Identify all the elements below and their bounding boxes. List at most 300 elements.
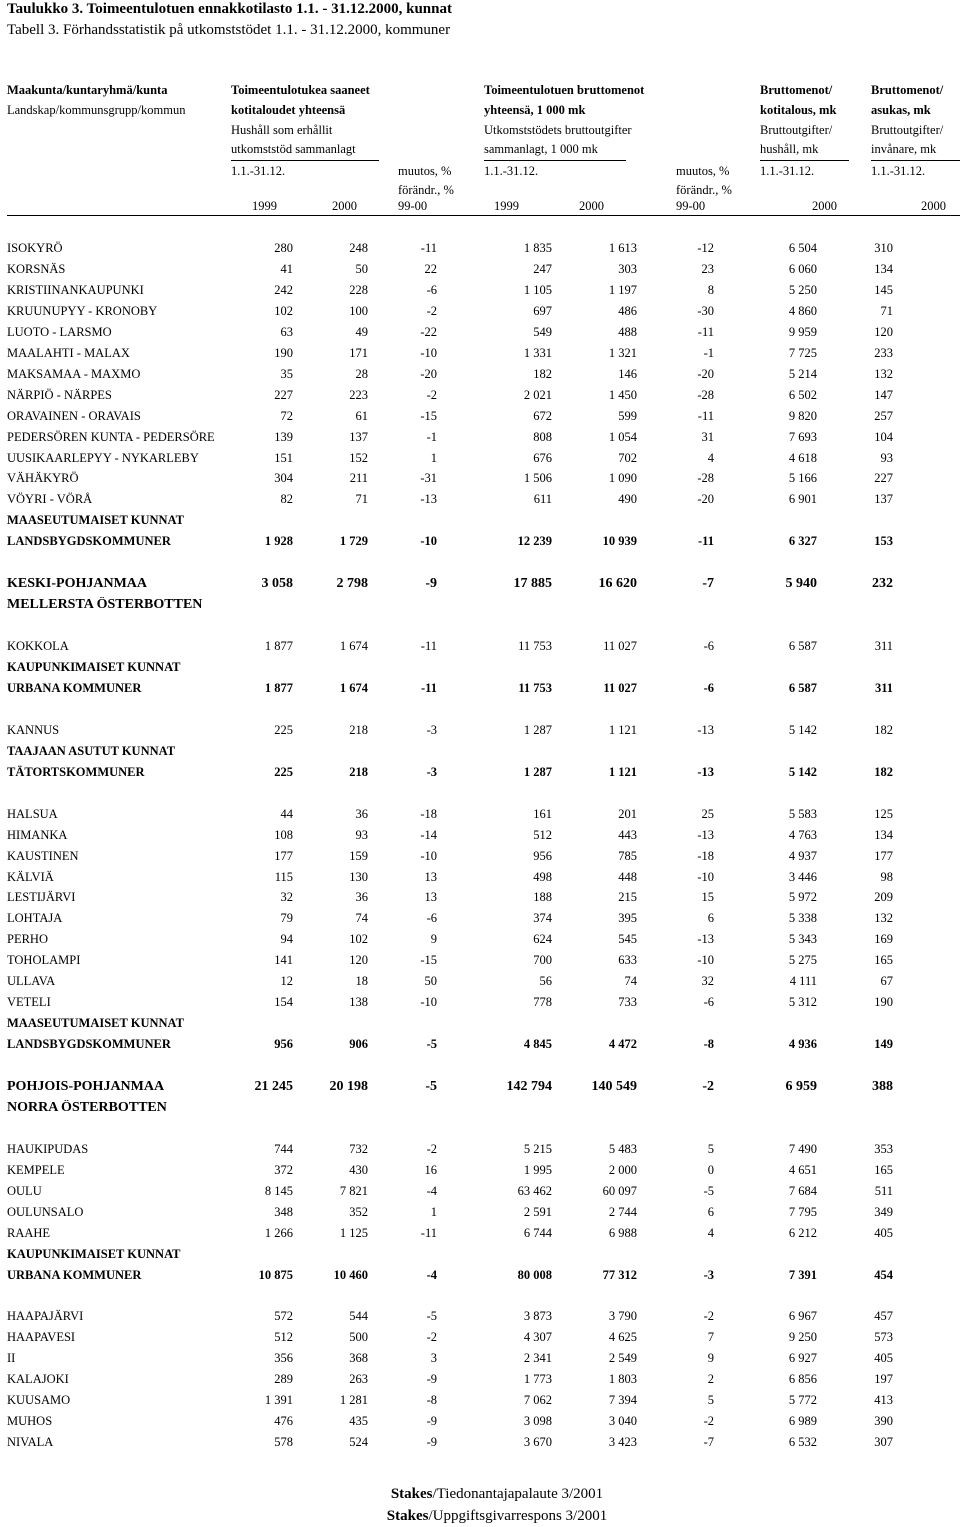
cell-gross-change: -10	[697, 869, 714, 884]
table-row	[0, 510, 960, 531]
table-row	[0, 427, 960, 448]
table-row	[0, 971, 960, 992]
table-row	[0, 929, 960, 950]
cell-households-1999: 304	[274, 471, 293, 486]
cell-per-capita: 134	[874, 827, 893, 842]
cell-households-1999: 63	[280, 324, 293, 339]
cell-households-1999: 82	[280, 492, 293, 507]
cell-per-capita: 209	[874, 890, 893, 905]
cell-per-household: 7 795	[788, 1204, 817, 1219]
row-name: PEDERSÖREN KUNTA - PEDERSÖRE	[7, 429, 215, 444]
cell-gross-1999: 512	[533, 827, 552, 842]
cell-households-2000: 218	[349, 722, 368, 737]
cell-per-household: 7 391	[788, 1267, 817, 1282]
cell-households-1999: 151	[274, 450, 293, 465]
cell-gross-2000: 448	[618, 869, 637, 884]
cell-households-2000: 906	[349, 1037, 368, 1052]
cell-households-change: -9	[426, 1414, 437, 1429]
table-row-spacer	[0, 1118, 960, 1139]
cell-households-1999: 177	[274, 848, 293, 863]
row-name: URBANA KOMMUNER	[7, 1267, 142, 1282]
cell-households-change: -1	[426, 429, 437, 444]
cell-households-2000: 1 281	[339, 1393, 368, 1408]
table-row	[0, 343, 960, 364]
table-row	[0, 1034, 960, 1055]
cell-gross-change: 23	[701, 261, 714, 276]
cell-gross-2000: 1 121	[608, 764, 637, 779]
cell-per-household: 6 532	[788, 1435, 817, 1450]
cell-gross-1999: 611	[533, 492, 552, 507]
cell-households-1999: 10 875	[258, 1267, 293, 1282]
cell-households-change: -20	[420, 366, 437, 381]
cell-households-2000: 732	[349, 1141, 368, 1156]
cell-households-1999: 190	[274, 345, 293, 360]
row-name: POHJOIS-POHJANMAA	[7, 1079, 165, 1094]
cell-households-1999: 32	[280, 890, 293, 905]
header-perhh-fi-2: kotitalous, mk	[760, 103, 837, 117]
cell-per-household: 4 111	[789, 974, 817, 989]
cell-households-1999: 21 245	[254, 1079, 293, 1094]
cell-households-2000: 500	[349, 1330, 368, 1345]
cell-gross-1999: 956	[533, 848, 552, 863]
cell-households-change: -10	[420, 995, 437, 1010]
cell-gross-change: -2	[703, 1414, 714, 1429]
row-name: NIVALA	[7, 1435, 54, 1450]
table-row	[0, 448, 960, 469]
row-name: KAUPUNKIMAISET KUNNAT	[7, 1246, 181, 1261]
cell-gross-2000: 74	[624, 974, 637, 989]
cell-households-1999: 578	[274, 1435, 293, 1450]
cell-per-capita: 71	[880, 303, 893, 318]
cell-households-2000: 7 821	[339, 1183, 368, 1198]
cell-households-change: -31	[420, 471, 437, 486]
cell-per-capita: 511	[874, 1183, 893, 1198]
table-row	[0, 1223, 960, 1244]
cell-households-1999: 115	[274, 869, 293, 884]
cell-per-capita: 233	[874, 345, 893, 360]
cell-gross-change: -30	[697, 303, 714, 318]
cell-gross-2000: 633	[618, 953, 637, 968]
cell-gross-1999: 80 008	[517, 1267, 552, 1282]
cell-households-2000: 223	[349, 387, 368, 402]
cell-gross-2000: 77 312	[602, 1267, 637, 1282]
cell-households-2000: 18	[355, 974, 368, 989]
table-row-spacer	[0, 783, 960, 804]
cell-households-change: -4	[426, 1183, 437, 1198]
header-change-fi-1: muutos, %	[398, 164, 452, 178]
cell-gross-1999: 12 239	[517, 534, 552, 549]
cell-per-household: 6 989	[788, 1414, 817, 1429]
cell-households-2000: 138	[349, 995, 368, 1010]
header-perhh-fi-1: Bruttomenot/	[760, 83, 833, 97]
header-perhh-sv-1: Bruttoutgifter/	[760, 123, 833, 137]
cell-gross-1999: 374	[533, 911, 552, 926]
table-row	[0, 1369, 960, 1390]
cell-per-household: 5 250	[788, 282, 817, 297]
cell-per-household: 5 583	[788, 806, 817, 821]
cell-households-change: -9	[425, 576, 437, 592]
cell-gross-change: -3	[703, 1267, 714, 1282]
cell-households-2000: 1 729	[339, 534, 368, 549]
row-name: KOKKOLA	[7, 639, 69, 654]
cell-households-change: 1	[430, 450, 437, 465]
table-row	[0, 385, 960, 406]
header-area-fi: Maakunta/kuntaryhmä/kunta	[7, 83, 168, 97]
cell-households-2000: 435	[349, 1414, 368, 1429]
cell-gross-change: 8	[707, 282, 714, 297]
header-period-households: 1.1.-31.12.	[231, 164, 286, 178]
cell-households-1999: 108	[274, 827, 293, 842]
cell-gross-change: -13	[697, 932, 714, 947]
table-row-spacer	[0, 1286, 960, 1307]
row-name: OULUNSALO	[7, 1204, 84, 1219]
table-row	[0, 887, 960, 908]
cell-per-capita: 349	[874, 1204, 893, 1219]
cell-gross-2000: 4 625	[608, 1330, 637, 1345]
header-year2-perhh: 2000	[812, 199, 837, 213]
header-year1-gross: 1999	[494, 199, 519, 213]
cell-per-capita: 93	[880, 450, 893, 465]
cell-gross-1999: 498	[533, 869, 552, 884]
cell-households-1999: 476	[274, 1414, 293, 1429]
cell-gross-change: 6	[707, 1204, 714, 1219]
cell-per-capita: 457	[874, 1309, 893, 1324]
cell-gross-change: -7	[702, 576, 714, 592]
row-name: OULU	[7, 1183, 42, 1198]
header-gross-fi-1: Toimeentulotuen bruttomenot	[484, 83, 645, 97]
cell-gross-2000: 60 097	[602, 1183, 637, 1198]
cell-households-1999: 72	[280, 408, 293, 423]
cell-per-household: 5 343	[788, 932, 817, 947]
cell-per-capita: 67	[880, 974, 893, 989]
table-row	[0, 1244, 960, 1265]
cell-households-change: -3	[426, 764, 437, 779]
cell-per-capita: 147	[874, 387, 893, 402]
table-row-spacer	[0, 699, 960, 720]
cell-gross-2000: 1 054	[608, 429, 637, 444]
header-percap-sv-2: invånare, mk	[871, 142, 937, 156]
row-name: LOHTAJA	[7, 911, 63, 926]
cell-gross-1999: 3 098	[523, 1414, 552, 1429]
header-year1-households: 1999	[252, 199, 277, 213]
cell-households-change: 50	[424, 974, 437, 989]
cell-gross-change: -2	[703, 1309, 714, 1324]
table-title-sv: Tabell 3. Förhandsstatistik på utkomststödet 1.1. - 31.12.2000, kommuner	[7, 22, 451, 38]
row-name: TÄTORTSKOMMUNER	[7, 764, 145, 779]
cell-gross-change: -5	[703, 1183, 714, 1198]
cell-households-1999: 79	[280, 911, 293, 926]
header-households-sv-1: Hushåll som erhållit	[231, 123, 333, 137]
cell-gross-1999: 11 753	[518, 639, 552, 654]
header-area-sv: Landskap/kommunsgrupp/kommun	[7, 103, 186, 117]
table-row	[0, 1076, 960, 1097]
row-name: KRISTIINANKAUPUNKI	[7, 282, 144, 297]
cell-gross-1999: 17 885	[513, 576, 552, 592]
header-percap-fi-2: asukas, mk	[871, 103, 931, 117]
cell-households-2000: 137	[349, 429, 368, 444]
cell-gross-2000: 490	[618, 492, 637, 507]
cell-gross-1999: 7 062	[523, 1393, 552, 1408]
cell-per-capita: 149	[874, 1037, 893, 1052]
cell-households-1999: 280	[274, 241, 293, 255]
header-percap-sv-1: Bruttoutgifter/	[871, 123, 944, 137]
cell-gross-1999: 2 591	[523, 1204, 552, 1219]
cell-gross-2000: 10 939	[602, 534, 637, 549]
cell-households-change: -8	[426, 1393, 437, 1408]
header-change-sv-2: förändr., %	[676, 183, 732, 197]
header-gross-fi-2: yhteensä, 1 000 mk	[484, 103, 586, 117]
table-row	[0, 531, 960, 552]
header-period-perhh: 1.1.-31.12.	[760, 164, 815, 178]
cell-gross-2000: 599	[618, 408, 637, 423]
cell-gross-1999: 1 105	[523, 282, 552, 297]
cell-per-household: 6 504	[788, 241, 817, 255]
row-name: ORAVAINEN - ORAVAIS	[7, 408, 141, 423]
cell-gross-2000: 11 027	[603, 680, 637, 695]
row-name: HAAPAVESI	[7, 1330, 76, 1345]
cell-households-1999: 41	[280, 261, 293, 276]
cell-gross-2000: 545	[618, 932, 637, 947]
cell-gross-1999: 1 995	[523, 1162, 552, 1177]
cell-households-change: -3	[426, 722, 437, 737]
header-gross-sv-2: sammanlagt, 1 000 mk	[484, 142, 598, 156]
cell-per-capita: 153	[874, 534, 893, 549]
cell-gross-1999: 188	[533, 890, 552, 905]
cell-gross-1999: 1 287	[523, 764, 552, 779]
cell-gross-1999: 11 753	[518, 680, 552, 695]
cell-per-household: 7 693	[788, 429, 817, 444]
cell-per-capita: 182	[874, 764, 893, 779]
cell-per-household: 4 937	[788, 848, 817, 863]
cell-households-1999: 572	[274, 1309, 293, 1324]
cell-per-household: 5 312	[788, 995, 817, 1010]
cell-per-household: 5 142	[788, 722, 817, 737]
row-name: LESTIJÄRVI	[7, 890, 76, 905]
table-row	[0, 1348, 960, 1369]
cell-gross-change: 0	[707, 1162, 714, 1177]
row-name: TOHOLAMPI	[7, 953, 81, 968]
cell-gross-2000: 11 027	[603, 639, 637, 654]
row-name: KUUSAMO	[7, 1393, 71, 1408]
cell-households-change: 1	[430, 1204, 437, 1219]
cell-per-capita: 227	[874, 471, 893, 486]
header-change-period-2: 99-00	[676, 199, 706, 213]
cell-per-household: 9 250	[788, 1330, 817, 1345]
cell-households-change: -11	[420, 639, 437, 654]
row-name: KAUSTINEN	[7, 848, 79, 863]
cell-gross-1999: 2 341	[523, 1351, 552, 1366]
cell-per-household: 5 338	[788, 911, 817, 926]
cell-households-2000: 368	[349, 1351, 368, 1366]
cell-per-household: 5 940	[785, 576, 817, 592]
cell-gross-2000: 1 613	[608, 241, 637, 255]
cell-per-household: 6 967	[788, 1309, 817, 1324]
table-row	[0, 950, 960, 971]
cell-households-1999: 44	[280, 806, 293, 821]
cell-gross-1999: 1 506	[523, 471, 552, 486]
cell-households-change: -4	[426, 1267, 437, 1282]
cell-per-household: 5 166	[788, 471, 817, 486]
row-name: UUSIKAARLEPYY - NYKARLEBY	[7, 450, 199, 465]
row-name: NORRA ÖSTERBOTTEN	[7, 1099, 167, 1115]
cell-households-change: -9	[426, 1435, 437, 1450]
cell-per-capita: 405	[874, 1225, 893, 1240]
table-row-spacer	[0, 615, 960, 636]
cell-per-household: 6 327	[788, 534, 817, 549]
cell-households-1999: 102	[274, 303, 293, 318]
cell-per-household: 7 684	[788, 1183, 817, 1198]
cell-per-capita: 413	[874, 1393, 893, 1408]
footer-line-sv	[0, 1508, 960, 1525]
row-name: HAAPAJÄRVI	[7, 1309, 84, 1324]
cell-per-household: 4 651	[788, 1162, 817, 1177]
cell-per-household: 5 214	[788, 366, 817, 381]
cell-per-capita: 307	[874, 1435, 893, 1450]
cell-households-1999: 289	[274, 1372, 293, 1387]
cell-households-2000: 159	[349, 848, 368, 863]
header-year2-households: 2000	[332, 199, 357, 213]
cell-households-1999: 154	[274, 995, 293, 1010]
cell-gross-1999: 247	[533, 261, 552, 276]
cell-per-capita: 125	[874, 806, 893, 821]
cell-per-household: 3 446	[788, 869, 817, 884]
header-gross-sv-1: Utkomststödets bruttoutgifter	[484, 123, 632, 137]
row-name: KORSNÄS	[7, 261, 66, 276]
header-change-sv-1: förändr., %	[398, 183, 454, 197]
row-name: II	[7, 1351, 16, 1366]
cell-households-1999: 225	[274, 764, 293, 779]
table-header	[7, 80, 960, 216]
cell-gross-2000: 1 197	[608, 282, 637, 297]
table-row	[0, 678, 960, 699]
cell-gross-1999: 1 287	[523, 722, 552, 737]
cell-per-capita: 310	[874, 241, 893, 255]
cell-per-capita: 104	[874, 429, 893, 444]
table-row	[0, 846, 960, 867]
cell-households-2000: 1 125	[339, 1225, 368, 1240]
table-row	[0, 259, 960, 280]
cell-households-change: -5	[425, 1079, 437, 1094]
cell-gross-1999: 1 773	[523, 1372, 552, 1387]
row-name: KALAJOKI	[7, 1372, 69, 1387]
cell-households-change: 13	[424, 869, 437, 884]
cell-households-change: -14	[420, 827, 437, 842]
row-name: VETELI	[7, 995, 51, 1010]
cell-households-1999: 372	[274, 1162, 293, 1177]
cell-gross-2000: 733	[618, 995, 637, 1010]
cell-households-2000: 74	[355, 911, 368, 926]
cell-households-2000: 430	[349, 1162, 368, 1177]
cell-gross-1999: 2 021	[523, 387, 552, 402]
cell-households-change: -11	[420, 241, 437, 255]
row-name: KRUUNUPYY - KRONOBY	[7, 303, 158, 318]
table-row	[0, 867, 960, 888]
cell-per-household: 6 856	[788, 1372, 817, 1387]
table-row	[0, 489, 960, 510]
table-row	[0, 992, 960, 1013]
row-name: ULLAVA	[7, 974, 56, 989]
cell-gross-1999: 808	[533, 429, 552, 444]
row-name: MAALAHTI - MALAX	[7, 345, 130, 360]
cell-households-2000: 71	[355, 492, 368, 507]
cell-per-household: 5 275	[788, 953, 817, 968]
cell-per-capita: 145	[874, 282, 893, 297]
cell-per-capita: 311	[874, 639, 893, 654]
header-households-fi-2: kotitaloudet yhteensä	[231, 103, 346, 117]
cell-gross-change: -20	[697, 366, 714, 381]
cell-gross-change: -8	[703, 1037, 714, 1052]
cell-gross-2000: 443	[618, 827, 637, 842]
cell-households-2000: 263	[349, 1372, 368, 1387]
cell-per-capita: 257	[874, 408, 893, 423]
cell-per-household: 6 587	[788, 680, 817, 695]
cell-gross-change: 15	[701, 890, 714, 905]
table-row	[0, 301, 960, 322]
cell-gross-1999: 700	[533, 953, 552, 968]
cell-gross-change: 6	[707, 911, 714, 926]
cell-households-2000: 1 674	[339, 639, 368, 654]
cell-households-change: 13	[424, 890, 437, 905]
cell-per-capita: 573	[874, 1330, 893, 1345]
cell-households-2000: 93	[355, 827, 368, 842]
cell-households-change: -10	[420, 345, 437, 360]
cell-gross-change: -11	[697, 324, 714, 339]
cell-households-2000: 228	[349, 282, 368, 297]
cell-households-2000: 49	[355, 324, 368, 339]
table-row	[0, 1390, 960, 1411]
table-row-spacer	[0, 552, 960, 573]
cell-gross-2000: 1 803	[608, 1372, 637, 1387]
row-name: TAAJAAN ASUTUT KUNNAT	[7, 743, 176, 758]
cell-per-capita: 390	[874, 1414, 893, 1429]
cell-per-capita: 134	[874, 261, 893, 276]
cell-households-change: 9	[430, 932, 437, 947]
cell-gross-1999: 778	[533, 995, 552, 1010]
header-year2-gross: 2000	[579, 199, 604, 213]
row-name: MELLERSTA ÖSTERBOTTEN	[7, 597, 203, 613]
cell-households-change: -6	[426, 282, 437, 297]
header-period-gross: 1.1.-31.12.	[484, 164, 539, 178]
row-name: VÄHÄKYRÖ	[7, 471, 79, 486]
cell-gross-2000: 5 483	[608, 1141, 637, 1156]
row-name: PERHO	[7, 932, 48, 947]
cell-per-household: 9 959	[788, 324, 817, 339]
cell-per-capita: 232	[872, 576, 893, 592]
cell-households-1999: 3 058	[261, 576, 293, 592]
cell-gross-2000: 3 040	[608, 1414, 637, 1429]
cell-gross-1999: 63 462	[517, 1183, 552, 1198]
table-row	[0, 636, 960, 657]
table-row	[0, 804, 960, 825]
cell-gross-1999: 6 744	[523, 1225, 552, 1240]
cell-gross-2000: 16 620	[598, 576, 637, 592]
cell-households-2000: 61	[355, 408, 368, 423]
cell-per-capita: 165	[874, 953, 893, 968]
cell-per-household: 9 820	[788, 408, 817, 423]
cell-per-household: 5 772	[788, 1393, 817, 1408]
cell-per-capita: 197	[874, 1372, 893, 1387]
row-name: KANNUS	[7, 722, 60, 737]
cell-gross-1999: 5 215	[523, 1141, 552, 1156]
table-row	[0, 1202, 960, 1223]
table-row	[0, 908, 960, 929]
cell-per-household: 4 763	[788, 827, 817, 842]
cell-households-2000: 352	[349, 1204, 368, 1219]
cell-per-household: 7 725	[788, 345, 817, 360]
table-row	[0, 1160, 960, 1181]
row-name: ISOKYRÖ	[7, 241, 63, 255]
cell-per-capita: 388	[872, 1079, 893, 1094]
